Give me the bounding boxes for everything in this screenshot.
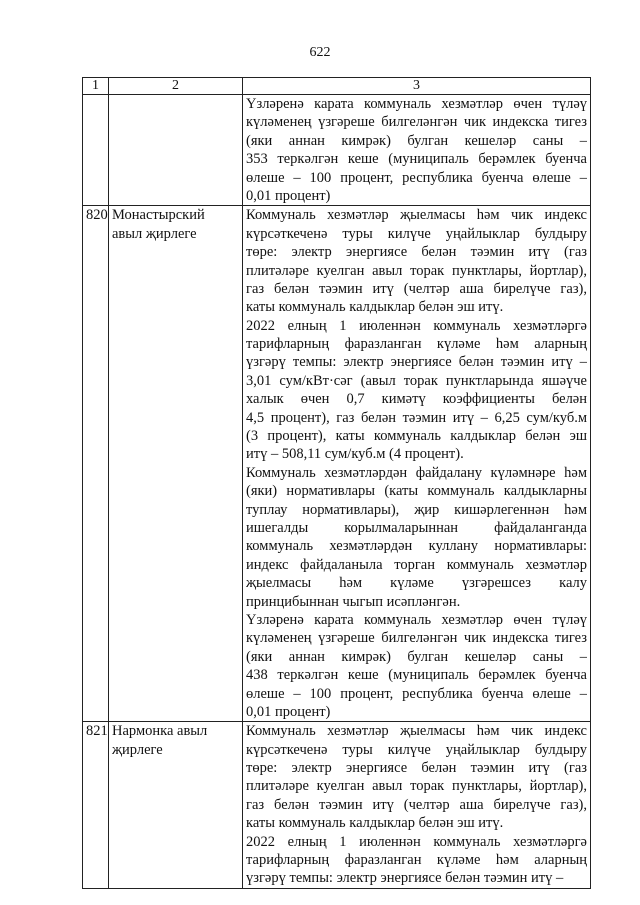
text-line: Коммуналь хезмәтләрдән файдалану күләмнәре һәм xyxy=(246,464,587,481)
text-line: каты коммуналь калдыклар белән эш итү. xyxy=(246,299,504,316)
text-line: төре: электр энергиясе белән тәэмин итү (газ xyxy=(246,244,587,261)
text-line: Коммуналь хезмәтләр җыелмасы һәм чик индекс xyxy=(246,723,587,740)
row-number: 821 xyxy=(83,722,109,889)
text-line: туплау нормативлары), җир кишәрлегеннән һәм xyxy=(246,501,587,518)
text-line: итү – 508,11 сум/куб.м (4 процент). xyxy=(246,446,464,463)
header-col-2: 2 xyxy=(109,78,243,95)
table-header-row xyxy=(83,78,591,95)
text-line: 3,01 сум/кВт·сәг (авыл торак пунктларында яшәүче xyxy=(246,372,587,389)
text-line: (3 процент), каты коммуналь калдыклар белән эш xyxy=(246,428,587,445)
text-line: күрсәткеченә туры килүче уңайлыклар булдыру xyxy=(246,225,587,242)
text-line: каты коммуналь калдыклар белән эш итү. xyxy=(246,815,504,832)
settlement-name-line: авыл җирлеге xyxy=(112,225,197,242)
text-line: күләменең үзгәреше билгеләнгән чик индекска тигез xyxy=(246,114,587,131)
text-line: ишегалды корылмаларыннан файдаланганда xyxy=(246,519,587,536)
description-paragraph xyxy=(246,95,587,205)
table-row xyxy=(83,95,591,206)
settlement-name xyxy=(109,95,243,206)
table-row xyxy=(83,206,591,722)
text-line: 438 теркәлгән кеше (муниципаль берәмлек буенча xyxy=(246,667,587,684)
text-line: күләменең үзгәреше билгеләнгән чик индекска тигез xyxy=(246,630,587,647)
row-number: 820 xyxy=(83,206,109,722)
text-line: халык өчен 0,7 кимәтү коэффициенты белән xyxy=(246,391,587,408)
text-line: тарифларның фаразланган күләме һәм аларның xyxy=(246,336,587,353)
text-line: 2022 елның 1 июленнән коммуналь хезмәтләргә xyxy=(246,317,587,334)
text-line: плитәләре куелган авыл торак пунктлары, йортлар), xyxy=(246,778,587,795)
description-paragraph xyxy=(246,833,587,888)
text-line: 0,01 процент) xyxy=(246,187,331,204)
text-line: 2022 елның 1 июленнән коммуналь хезмәтләргә xyxy=(246,833,587,850)
text-line: (яки) нормативлары (каты коммуналь калдыкларны xyxy=(246,483,587,500)
settlement-name-line: җирлеге xyxy=(112,741,163,758)
description-paragraph xyxy=(246,722,587,832)
description-paragraph xyxy=(246,317,587,464)
text-line: өлеше – 100 процент, республика буенча өлеше – xyxy=(246,169,587,186)
text-line: күрсәткеченә туры килүче уңайлыклар булдыру xyxy=(246,741,587,758)
text-line: индекс файдаланыла торган коммуналь хезмәтләр xyxy=(246,556,587,573)
text-line: үзгәрү темпы: электр энергиясе белән тәэмин итү – xyxy=(246,870,564,887)
table-row xyxy=(83,722,591,889)
indicator-description xyxy=(243,95,591,206)
header-col-3: 3 xyxy=(243,78,591,95)
page-number: 622 xyxy=(309,45,331,60)
text-line: 4,5 процент), газ белән тәэмин итү – 6,25 сум/куб.м xyxy=(246,409,587,426)
text-line: газ белән тәэмин итү (челтәр аша бирелүче газ), xyxy=(246,280,587,297)
text-line: төре: электр энергиясе белән тәэмин итү (газ xyxy=(246,760,587,777)
text-line: 0,01 процент) xyxy=(246,703,331,720)
header-col-1: 1 xyxy=(83,78,109,95)
indicator-description xyxy=(243,722,591,889)
description-paragraph xyxy=(246,464,587,611)
text-line: җыелмасы һәм күләме үзгәрешсез калу xyxy=(246,575,587,592)
text-line: плитәләре куелган авыл торак пунктлары, йортлар), xyxy=(246,262,587,279)
text-line: Үзләренә карата коммуналь хезмәтләр өчен түләү xyxy=(246,611,587,628)
description-paragraph xyxy=(246,611,587,721)
text-line: өлеше – 100 процент, республика буенча өлеше – xyxy=(246,685,587,702)
text-line: (яки аннан кимрәк) булган кешеләр саны – xyxy=(246,648,587,665)
text-line: тарифларның фаразланган күләме һәм аларның xyxy=(246,852,587,869)
text-line: 353 теркәлгән кеше (муниципаль берәмлек буенча xyxy=(246,151,587,168)
settlement-name-line: Нармонка авыл xyxy=(112,723,208,740)
settlement-name xyxy=(109,722,243,889)
description-paragraph xyxy=(246,206,587,316)
text-line: Коммуналь хезмәтләр җыелмасы һәм чик индекс xyxy=(246,207,587,224)
indicator-description xyxy=(243,206,591,722)
text-line: Үзләренә карата коммуналь хезмәтләр өчен түләү xyxy=(246,96,587,112)
text-line: үзгәрү темпы: электр энергиясе белән тәэмин итү – xyxy=(246,354,587,371)
text-line: принцибыннан чыгып исәпләнгән. xyxy=(246,593,461,610)
settlement-name xyxy=(109,206,243,722)
settlement-name-line: Монастырский xyxy=(112,207,205,224)
row-number xyxy=(83,95,109,206)
text-line: газ белән тәэмин итү (челтәр аша бирелүче газ), xyxy=(246,796,587,813)
municipal-tariff-table xyxy=(82,77,591,889)
text-line: (яки аннан кимрәк) булган кешеләр саны – xyxy=(246,132,587,149)
text-line: коммуналь хезмәтләрдән куллану нормативлары: xyxy=(246,538,587,555)
